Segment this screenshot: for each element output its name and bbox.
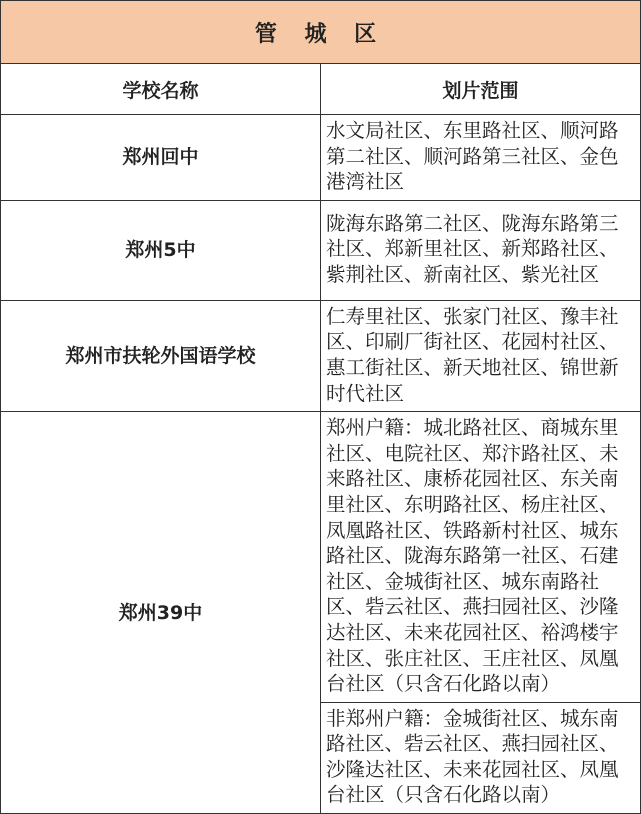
zoning-area: 水文局社区、东里路社区、顺河路第二社区、顺河路第三社区、金色港湾社区	[321, 115, 641, 201]
zoning-area: 陇海东路第二社区、陇海东路第三社区、郑新里社区、新郑路社区、紫荆社区、新南社区、紫光社区	[321, 200, 641, 300]
header-zoning-area: 划片范围	[321, 64, 641, 115]
table-row	[1, 200, 641, 300]
school-name: 郑州5中	[1, 200, 321, 300]
school-name: 郑州39中	[1, 412, 321, 814]
zoning-area-local-hukou: 郑州户籍：城北路社区、商城东里社区、电院社区、郑汴路社区、未来路社区、康桥花园社区、东关南里社区、东明路社区、杨庄社区、凤凰路社区、铁路新村社区、城东路社区、陇海东路第一社区、石建社区、金城街社区、城东南路社区、砦云社区、燕扫园社区、沙隆达社区、未来花园社区、裕鸿楼宇社区、张庄社区、王庄社区、凤凰台社区（只含石化路以南）	[321, 412, 641, 703]
school-name: 郑州回中	[1, 115, 321, 201]
school-name: 郑州市扶轮外国语学校	[1, 300, 321, 411]
table-row	[1, 115, 641, 201]
header-school-name: 学校名称	[1, 64, 321, 115]
district-title: 管 城 区	[1, 1, 641, 64]
zoning-area: 仁寿里社区、张家门社区、豫丰社区、印刷厂街社区、花园村社区、惠工街社区、新天地社区、锦世新时代社区	[321, 300, 641, 411]
table-row	[1, 300, 641, 411]
zoning-area-nonlocal-hukou: 非郑州户籍：金城街社区、城东南路社区、砦云社区、燕扫园社区、沙隆达社区、未来花园社区、凤凰台社区（只含石化路以南）	[321, 702, 641, 813]
table-row	[1, 412, 641, 703]
